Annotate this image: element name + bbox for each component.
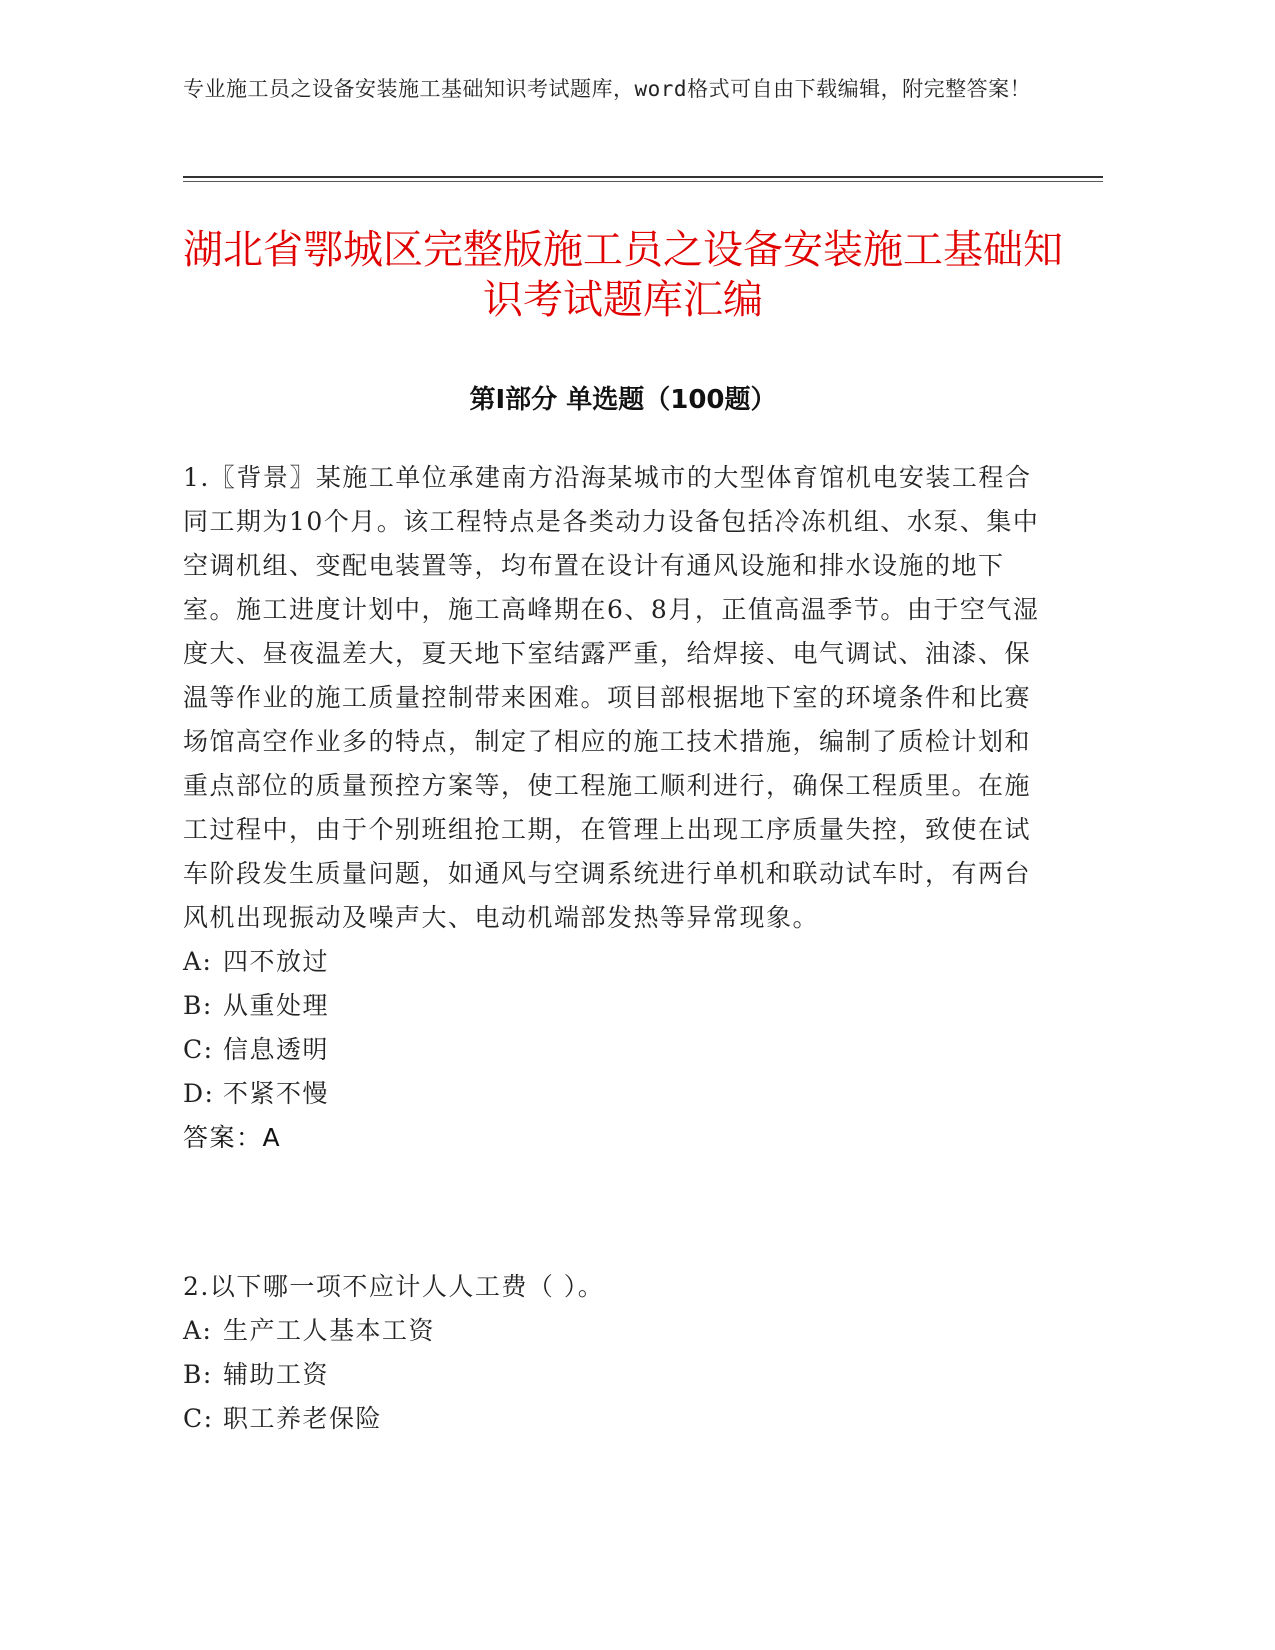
option-letter: B: <box>183 991 213 1020</box>
option-letter: A: <box>183 1316 213 1345</box>
option-letter: C: <box>183 1035 214 1064</box>
option-c <box>183 1028 1043 1072</box>
header-note: 专业施工员之设备安装施工基础知识考试题库，word格式可自由下载编辑，附完整答案！ <box>183 77 1032 101</box>
option-c <box>183 1397 1043 1441</box>
option-b <box>183 984 1043 1028</box>
option-text: 生产工人基本工资 <box>223 1316 436 1345</box>
question-2 <box>183 1265 1043 1441</box>
option-a <box>183 1309 1043 1353</box>
option-letter: C: <box>183 1404 214 1433</box>
option-text: 辅助工资 <box>223 1360 330 1389</box>
question-1 <box>183 456 1043 1160</box>
option-text: 职工养老保险 <box>223 1404 383 1433</box>
option-letter: B: <box>183 1360 213 1389</box>
option-text: 不紧不慢 <box>223 1079 330 1108</box>
option-text: 信息透明 <box>223 1035 330 1064</box>
option-letter: A: <box>183 947 213 976</box>
answer-line: 答案：A <box>183 1123 282 1152</box>
option-letter: D: <box>183 1079 215 1108</box>
document-title: 湖北省鄂城区完整版施工员之设备安装施工基础知识考试题库汇编 <box>183 227 1063 323</box>
header-rule-thick <box>183 176 1103 178</box>
option-b <box>183 1353 1043 1397</box>
option-a <box>183 940 1043 984</box>
option-text: 四不放过 <box>223 947 330 976</box>
question-stem: 1.〖背景〗某施工单位承建南方沿海某城市的大型体育馆机电安装工程合同工期为10个月。该工程特点是各类动力设备包括冷冻机组、水泵、集中空调机组、变配电装置等，均布置在设计有通风设施和排水设施的地下室。施工进度计划中，施工高峰期在6、8月，正值高温季节。由于空气湿度大、昼夜温差大，夏天地下室结露严重，给焊接、电气调试、油漆、保温等作业的施工质量控制带来困难。项目部根据地下室的环境条件和比赛场馆高空作业多的特点，制定了相应的施工技术措施，编制了质检计划和重点部位的质量预控方案等，使工程施工顺利进行，确保工程质里。在施工过程中，由于个别班组抢工期，在管理上出现工序质量失控，致使在试车阶段发生质量问题，如通风与空调系统进行单机和联动试车时，有两台风机出现振动及噪声大、电动机端部发热等异常现象。 <box>183 463 1040 932</box>
section-title: 第Ⅰ部分 单选题（100题） <box>469 385 777 415</box>
option-text: 从重处理 <box>223 991 330 1020</box>
question-stem: 2.以下哪一项不应计人人工费（ ）。 <box>183 1272 605 1301</box>
option-d <box>183 1072 1043 1116</box>
header-rule-thin <box>183 181 1103 182</box>
